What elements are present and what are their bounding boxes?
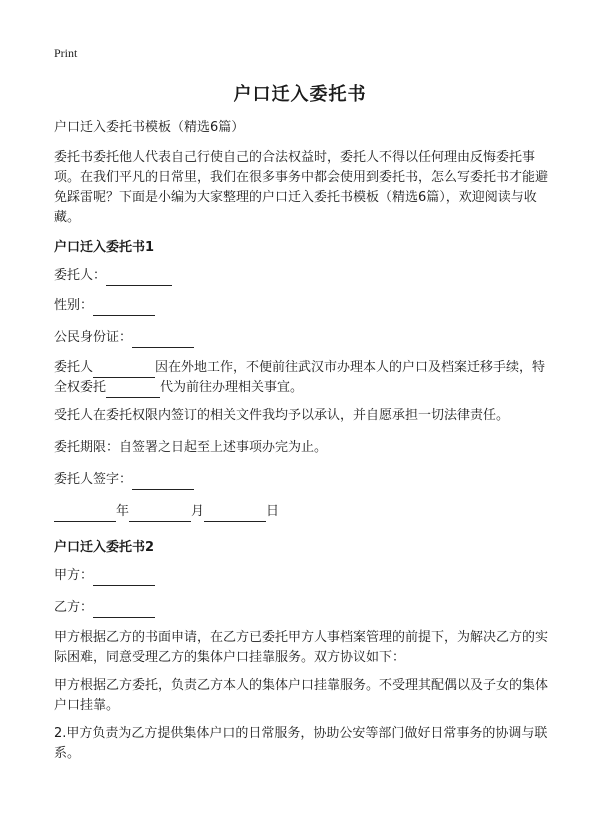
signature-field: [54, 470, 554, 490]
client-blank: [106, 271, 172, 286]
document-title: 户口迁入委托书: [233, 84, 367, 105]
section2-heading: 户口迁入委托书2: [54, 540, 155, 555]
agreement-paragraph-3: 2.甲方负责为乙方提供集体户口的日常服务，协助公安等部门做好日常事务的协调与联系。: [54, 726, 548, 761]
delegation-blank-2: [106, 383, 160, 398]
section1-heading: 户口迁入委托书1: [54, 240, 155, 255]
delegation-text-2: 因在外地工作，不便前往武汉市办理本人的户口及档案迁移手续，特全权委托: [54, 360, 546, 395]
delegation-blank-1: [93, 363, 155, 378]
delegation-text-3: 代为前往办理相关事宜。: [160, 380, 304, 395]
party-b-field: [54, 598, 554, 618]
intro-paragraph: 委托书委托他人代表自己行使自己的合法权益时，委托人不得以任何理由反悔委托事项。在我们平凡的日常里，我们在很多事务中都会使用到委托书，怎么写委托书才能避免踩雷呢？下面是小编为大家整理的户口迁入委托书模板（精选6篇），欢迎阅读与收藏。: [54, 150, 549, 225]
signature-label: 委托人签字：: [54, 472, 133, 487]
signature-blank: [132, 475, 194, 490]
term-paragraph: 委托期限：自签署之日起至上述事项办完为止。: [54, 440, 328, 455]
agreement-paragraph-1: 甲方根据乙方的书面申请，在乙方已委托甲方人事档案管理的前提下，为解决乙方的实际困难，同意受理乙方的集体户口挂靠服务。双方协议如下：: [54, 630, 549, 665]
gender-field: [54, 296, 554, 316]
print-link[interactable]: Print: [54, 46, 78, 60]
date-field: [54, 502, 554, 522]
agreement-paragraph-2: 甲方根据乙方委托，负责乙方本人的集体户口挂靠服务。不受理其配偶以及子女的集体户口挂靠。: [54, 678, 549, 713]
id-blank: [132, 333, 194, 348]
month-label: 月: [191, 504, 205, 519]
year-label: 年: [116, 504, 130, 519]
month-blank: [129, 507, 191, 522]
party-a-label: 甲方：: [54, 568, 94, 583]
party-b-label: 乙方：: [54, 600, 94, 615]
party-a-field: [54, 566, 554, 586]
subtitle: 户口迁入委托书模板（精选6篇）: [54, 120, 245, 135]
id-label: 公民身份证：: [54, 330, 133, 345]
delegation-paragraph: [54, 358, 554, 398]
day-label: 日: [266, 504, 280, 519]
client-label: 委托人：: [54, 268, 107, 283]
gender-blank: [93, 301, 155, 316]
year-blank: [54, 507, 116, 522]
day-blank: [204, 507, 266, 522]
delegation-text-1: 委托人: [54, 360, 94, 375]
party-a-blank: [93, 571, 155, 586]
party-b-blank: [93, 603, 155, 618]
acknowledgement-paragraph: 受托人在委托权限内签订的相关文件我均予以承认，并自愿承担一切法律责任。: [54, 408, 510, 423]
id-field: [54, 328, 554, 348]
gender-label: 性别：: [54, 298, 94, 313]
client-field: [54, 266, 554, 286]
